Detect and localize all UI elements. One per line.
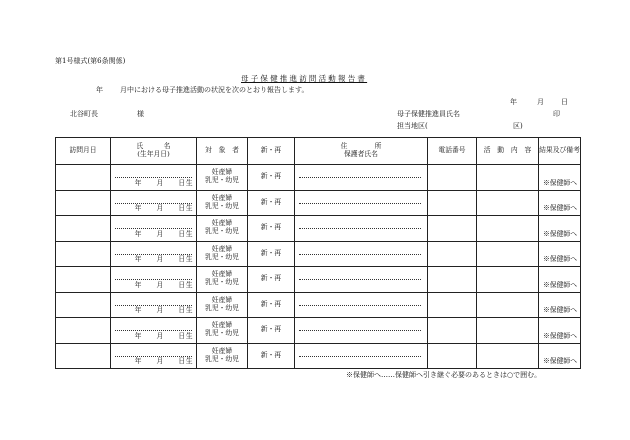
report-statement: 月中における母子推進活動の状況を次のとおり報告します。 — [120, 86, 309, 94]
table-row — [56, 318, 581, 344]
address-cell[interactable] — [295, 343, 428, 369]
table-row — [56, 190, 581, 216]
target-cell — [197, 292, 248, 318]
table-row — [56, 216, 581, 242]
new-re-text: 新・再 — [260, 274, 282, 283]
phone-cell[interactable] — [428, 241, 477, 267]
phone-cell[interactable] — [428, 267, 477, 293]
dob-text: 年 月 日生 — [134, 306, 193, 315]
new-re-cell[interactable] — [248, 216, 295, 242]
new-re-text: 新・再 — [260, 248, 282, 257]
dob-text: 年 月 日生 — [134, 357, 193, 366]
notes-text: ※保健師へ — [543, 204, 577, 213]
name-cell[interactable] — [111, 318, 197, 344]
header-target: 対 象 者 — [197, 138, 248, 165]
result-cell[interactable] — [539, 241, 581, 267]
table-row — [56, 165, 581, 191]
name-cell[interactable] — [111, 292, 197, 318]
target-line-2: 乳児・幼児 — [205, 354, 239, 363]
phone-cell[interactable] — [428, 343, 477, 369]
header-address — [295, 138, 428, 165]
result-cell[interactable] — [539, 190, 581, 216]
table-row — [56, 343, 581, 369]
result-cell[interactable] — [539, 343, 581, 369]
phone-cell[interactable] — [428, 216, 477, 242]
header-dob-label: (生年月日) — [137, 150, 170, 158]
dob-text: 年 月 日生 — [134, 280, 193, 289]
name-cell[interactable] — [111, 343, 197, 369]
date-year-label: 年 — [510, 98, 517, 106]
target-line-2: 乳児・幼児 — [205, 176, 239, 185]
new-re-cell[interactable] — [248, 190, 295, 216]
reporter-area-suffix: 区) — [513, 122, 523, 130]
address-dotted-line — [299, 203, 421, 204]
header-name-label: 氏 名 — [136, 142, 171, 151]
notes-text: ※保健師へ — [543, 229, 577, 238]
header-result: 結果及び備考 — [539, 138, 581, 165]
target-cell — [197, 343, 248, 369]
target-line-1: 妊産婦 — [211, 193, 233, 202]
address-cell[interactable] — [295, 190, 428, 216]
target-line-1: 妊産婦 — [211, 321, 233, 330]
notes-text: ※保健師へ — [543, 357, 577, 366]
result-cell[interactable] — [539, 267, 581, 293]
address-cell[interactable] — [295, 318, 428, 344]
date-day-label: 日 — [561, 98, 568, 106]
name-cell[interactable] — [111, 190, 197, 216]
new-re-cell[interactable] — [248, 343, 295, 369]
activity-cell[interactable] — [477, 343, 539, 369]
dob-text: 年 月 日生 — [134, 255, 193, 264]
activity-cell[interactable] — [477, 241, 539, 267]
target-line-2: 乳児・幼児 — [205, 252, 239, 261]
header-new-re: 新・再 — [248, 138, 295, 165]
visit-date-cell[interactable] — [56, 165, 111, 191]
new-re-cell[interactable] — [248, 318, 295, 344]
notes-text: ※保健師へ — [543, 255, 577, 264]
name-cell[interactable] — [111, 241, 197, 267]
activity-cell[interactable] — [477, 292, 539, 318]
addressee-honorific: 様 — [137, 110, 144, 118]
new-re-cell[interactable] — [248, 267, 295, 293]
reporter-seal: 印 — [553, 110, 560, 118]
phone-cell[interactable] — [428, 165, 477, 191]
address-cell[interactable] — [295, 241, 428, 267]
address-dotted-line — [299, 254, 421, 255]
name-cell[interactable] — [111, 216, 197, 242]
address-dotted-line — [299, 228, 421, 229]
target-line-2: 乳児・幼児 — [205, 278, 239, 287]
new-re-text: 新・再 — [260, 299, 282, 308]
visit-date-cell[interactable] — [56, 267, 111, 293]
notes-text: ※保健師へ — [543, 331, 577, 340]
name-dotted-line — [115, 279, 192, 280]
address-cell[interactable] — [295, 267, 428, 293]
table-header-row — [56, 138, 581, 165]
target-line-1: 妊産婦 — [211, 219, 233, 228]
visit-date-cell[interactable] — [56, 318, 111, 344]
reporter-area-label: 担当地区( — [397, 122, 428, 130]
visit-date-cell[interactable] — [56, 190, 111, 216]
activity-cell[interactable] — [477, 267, 539, 293]
form-number: 第1号様式(第6条関係) — [55, 57, 126, 65]
footnote: ※保健師へ……保健師へ引き継ぐ必要のあるときは○で囲む。 — [346, 371, 542, 379]
table-row — [56, 292, 581, 318]
result-cell[interactable] — [539, 318, 581, 344]
target-cell — [197, 190, 248, 216]
dob-text: 年 月 日生 — [134, 229, 193, 238]
target-line-1: 妊産婦 — [211, 270, 233, 279]
dob-text: 年 月 日生 — [134, 178, 193, 187]
date-month-label: 月 — [537, 98, 544, 106]
target-line-1: 妊産婦 — [211, 168, 233, 177]
notes-text: ※保健師へ — [543, 280, 577, 289]
header-name — [111, 138, 197, 165]
new-re-text: 新・再 — [260, 325, 282, 334]
address-cell[interactable] — [295, 216, 428, 242]
address-dotted-line — [299, 177, 421, 178]
name-cell[interactable] — [111, 165, 197, 191]
activity-cell[interactable] — [477, 165, 539, 191]
address-dotted-line — [299, 356, 421, 357]
activity-cell[interactable] — [477, 190, 539, 216]
header-visit-date: 訪問月日 — [56, 138, 111, 165]
target-cell — [197, 318, 248, 344]
target-cell — [197, 267, 248, 293]
header-phone: 電話番号 — [428, 138, 477, 165]
target-line-2: 乳児・幼児 — [205, 227, 239, 236]
phone-cell[interactable] — [428, 318, 477, 344]
new-re-cell[interactable] — [248, 241, 295, 267]
name-dotted-line — [115, 177, 192, 178]
address-cell[interactable] — [295, 292, 428, 318]
new-re-text: 新・再 — [260, 223, 282, 232]
header-activity: 活 動 内 容 — [477, 138, 539, 165]
new-re-text: 新・再 — [260, 350, 282, 359]
address-dotted-line — [299, 279, 421, 280]
dob-text: 年 月 日生 — [134, 331, 193, 340]
address-dotted-line — [299, 330, 421, 331]
address-dotted-line — [299, 305, 421, 306]
target-line-2: 乳児・幼児 — [205, 329, 239, 338]
target-line-1: 妊産婦 — [211, 346, 233, 355]
name-dotted-line — [115, 228, 192, 229]
name-cell[interactable] — [111, 267, 197, 293]
dob-text: 年 月 日生 — [134, 204, 193, 213]
new-re-text: 新・再 — [260, 197, 282, 206]
page-title: 母子保健推進訪問活動報告書 — [241, 74, 368, 83]
header-guardian-label: 保護者氏名 — [344, 150, 378, 158]
visit-date-cell[interactable] — [56, 216, 111, 242]
target-line-1: 妊産婦 — [211, 244, 233, 253]
activity-cell[interactable] — [477, 318, 539, 344]
table-row — [56, 267, 581, 293]
target-cell — [197, 216, 248, 242]
phone-cell[interactable] — [428, 190, 477, 216]
report-table — [55, 137, 581, 369]
new-re-text: 新・再 — [260, 172, 282, 181]
phone-cell[interactable] — [428, 292, 477, 318]
address-cell[interactable] — [295, 165, 428, 191]
table-row — [56, 241, 581, 267]
addressee-name: 北谷町長 — [70, 110, 98, 118]
report-year-label: 年 — [96, 86, 103, 94]
notes-text: ※保健師へ — [543, 306, 577, 315]
new-re-cell[interactable] — [248, 292, 295, 318]
new-re-cell[interactable] — [248, 165, 295, 191]
target-line-2: 乳児・幼児 — [205, 303, 239, 312]
target-line-2: 乳児・幼児 — [205, 201, 239, 210]
target-cell — [197, 241, 248, 267]
target-line-1: 妊産婦 — [211, 295, 233, 304]
reporter-name-label: 母子保健推進員氏名 — [397, 110, 460, 118]
name-dotted-line — [115, 330, 192, 331]
result-cell[interactable] — [539, 216, 581, 242]
visit-date-cell[interactable] — [56, 241, 111, 267]
visit-date-cell[interactable] — [56, 343, 111, 369]
result-cell[interactable] — [539, 292, 581, 318]
visit-date-cell[interactable] — [56, 292, 111, 318]
activity-cell[interactable] — [477, 216, 539, 242]
target-cell — [197, 165, 248, 191]
header-address-label: 住 所 — [340, 142, 382, 151]
notes-text: ※保健師へ — [543, 178, 577, 187]
result-cell[interactable] — [539, 165, 581, 191]
